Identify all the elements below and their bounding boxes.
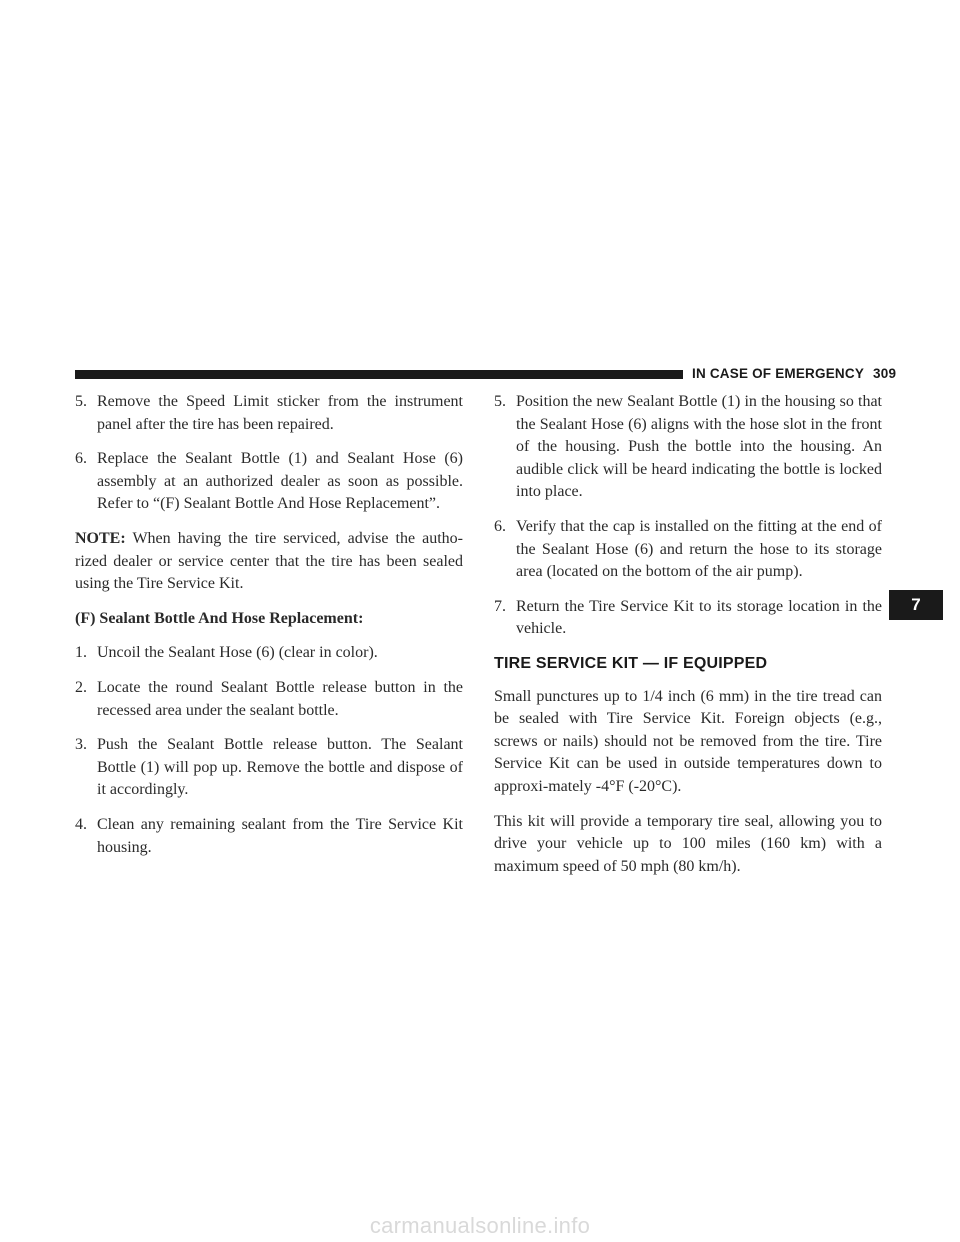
- item-number: 7.: [494, 597, 506, 615]
- left-column: [75, 391, 463, 871]
- list-item: [75, 391, 463, 436]
- running-header: [692, 366, 896, 381]
- note-paragraph: [75, 528, 463, 596]
- chapter-tab: 7: [889, 590, 943, 620]
- item-text: Return the Tire Service Kit to its storage location in the vehicle.: [516, 597, 882, 638]
- list-item: [75, 448, 463, 516]
- note-label: NOTE:: [75, 529, 126, 547]
- item-number: 6.: [75, 450, 87, 468]
- item-number: 3.: [75, 736, 87, 754]
- list-item: [75, 814, 463, 859]
- note-text: When having the tire serviced, advise the autho-rized dealer or service center that the tire has been sealed using the Tire Service Kit.: [75, 529, 463, 593]
- item-text: Position the new Sealant Bottle (1) in the housing so that the Sealant Hose (6) aligns with the hose slot in the front of the housing. Push the bottle into the housing. An audible click will be heard indicating the bottle is locked into place.: [516, 393, 882, 501]
- page-number: 309: [873, 366, 897, 381]
- item-text: Remove the Speed Limit sticker from the instrument panel after the tire has been repaired.: [97, 393, 463, 433]
- item-number: 6.: [494, 517, 506, 535]
- section-heading: TIRE SERVICE KIT — IF EQUIPPED: [494, 654, 768, 672]
- item-number: 4.: [75, 815, 87, 833]
- list-item: [75, 642, 463, 665]
- item-text: Uncoil the Sealant Hose (6) (clear in color).: [97, 644, 378, 662]
- item-text: Verify that the cap is installed on the fitting at the end of the Sealant Hose (6) and return the hose to its storage area (located on the bottom of the air pump).: [516, 517, 882, 581]
- procedure-subheading: (F) Sealant Bottle And Hose Replacement:: [75, 609, 364, 627]
- body-paragraph: This kit will provide a temporary tire seal, allowing you to drive your vehicle up to 100 miles (160 km) with a maximum speed of 50 mph (80 km/h).: [494, 812, 882, 875]
- section-title: IN CASE OF EMERGENCY: [692, 366, 865, 381]
- list-item: [75, 677, 463, 722]
- item-number: 1.: [75, 644, 87, 662]
- list-item: [494, 516, 882, 584]
- item-text: Push the Sealant Bottle release button. The Sealant Bottle (1) will pop up. Remove the bottle and dispose of it accordingly.: [97, 736, 463, 799]
- right-column: [494, 391, 882, 890]
- body-paragraph: Small punctures up to 1/4 inch (6 mm) in the tire tread can be sealed with Tire Service Kit. Foreign objects (e.g., screws or nails) should not be removed from the tire. Tire Service Kit can be used in outside temperatures down to approxi-mately -4°F (-20°C).: [494, 687, 882, 795]
- item-text: Replace the Sealant Bottle (1) and Sealant Hose (6) assembly at an authorized dealer as soon as possible. Refer to “(F) Sealant Bottle And Hose Replacement”.: [97, 450, 463, 513]
- item-number: 5.: [494, 393, 506, 410]
- item-number: 5.: [75, 393, 87, 410]
- item-number: 2.: [75, 678, 87, 696]
- list-item: [494, 596, 882, 641]
- item-text: Locate the round Sealant Bottle release button in the recessed area under the sealant bottle.: [97, 678, 463, 719]
- header-rule: [75, 370, 683, 379]
- item-text: Clean any remaining sealant from the Tire Service Kit housing.: [97, 815, 463, 856]
- list-item: [494, 391, 882, 504]
- list-item: [75, 734, 463, 802]
- watermark: carmanualsonline.info: [369, 1213, 591, 1238]
